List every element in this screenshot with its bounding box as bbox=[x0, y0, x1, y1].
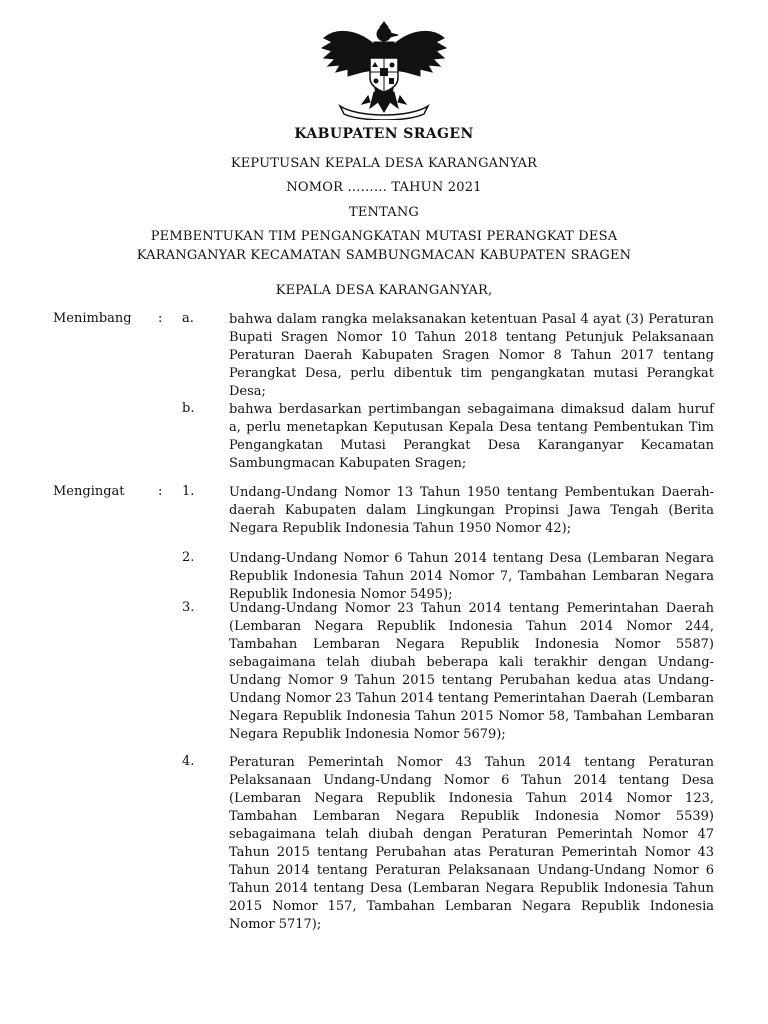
section-colon: : bbox=[158, 484, 163, 499]
item-text: Peraturan Pemerintah Nomor 43 Tahun 2014 tentang Peraturan Pelaksanaan Undang-Undang Nomor 6 Tahun 2014 tentang Desa (Lembaran Negara Republik Indonesia Tahun 2014 Nomor 123, Tambahan Lembaran Negara Republik Indonesia Nomor 5539) sebagaimana telah diubah dengan Peraturan Pemerintah Nomor 47 Tahun 2015 tentang Perubahan atas Peraturan Pemerintah Nomor 43 Tahun 2014 tentang Peraturan Pelaksanaan Undang-Undang Nomor 6 Tahun 2014 tentang Desa (Lembaran Negara Republik Indonesia Tahun 2015 Nomor 157, Tambahan Lembaran Negara Republik Indonesia Nomor 5717); bbox=[229, 755, 714, 932]
subject-line-1: PEMBENTUKAN TIM PENGANGKATAN MUTASI PERANGKAT DESA bbox=[150, 229, 618, 244]
item-marker: a. bbox=[182, 311, 194, 326]
section-label: Menimbang bbox=[53, 311, 132, 326]
regency-title: KABUPATEN SRAGEN bbox=[294, 126, 474, 142]
item-marker: 4. bbox=[182, 754, 195, 769]
head-of-village: KEPALA DESA KARANGANYAR, bbox=[275, 283, 493, 298]
item-marker: 3. bbox=[182, 600, 195, 615]
decree-number: NOMOR ……… TAHUN 2021 bbox=[286, 180, 482, 195]
decree-title: KEPUTUSAN KEPALA DESA KARANGANYAR bbox=[230, 156, 538, 171]
item-text: Undang-Undang Nomor 6 Tahun 2014 tentang Desa (Lembaran Negara Republik Indonesia Tahun 2014 Nomor 7, Tambahan Lembaran Negara Republik Indonesia Nomor 5495); bbox=[229, 551, 714, 602]
subject-line-2: KARANGANYAR KECAMATAN SAMBUNGMACAN KABUPATEN SRAGEN bbox=[136, 248, 632, 263]
about-label: TENTANG bbox=[348, 205, 420, 220]
garuda-emblem-icon bbox=[318, 18, 450, 120]
item-text: bahwa berdasarkan pertimbangan sebagaimana dimaksud dalam huruf a, perlu menetapkan Keputusan Kepala Desa tentang Pembentukan Tim Pengangkatan Mutasi Perangkat Desa Karanganyar Kecamatan Sambungmacan Kabupaten Sragen; bbox=[229, 402, 714, 471]
item-text: bahwa dalam rangka melaksanakan ketentuan Pasal 4 ayat (3) Peraturan Bupati Sragen Nomor 10 Tahun 2018 tentang Petunjuk Pelaksanaan Peraturan Daerah Kabupaten Sragen Nomor 8 Tahun 2017 tentang Perangkat Desa, perlu dibentuk tim pengangkatan mutasi Perangkat Desa; bbox=[229, 312, 714, 399]
section-colon: : bbox=[158, 311, 163, 326]
item-text: Undang-Undang Nomor 13 Tahun 1950 tentang Pembentukan Daerah-daerah Kabupaten dalam Lingkungan Propinsi Jawa Tengah (Berita Negara Republik Indonesia Tahun 1950 Nomor 42); bbox=[229, 485, 714, 536]
item-marker: b. bbox=[182, 401, 195, 416]
section-label: Mengingat bbox=[53, 484, 125, 499]
item-text: Undang-Undang Nomor 23 Tahun 2014 tentang Pemerintahan Daerah (Lembaran Negara Republik Indonesia Tahun 2014 Nomor 244, Tambahan Lembaran Negara Republik Indonesia Nomor 5587) sebagaimana telah diubah beberapa kali terakhir dengan Undang-Undang Nomor 9 Tahun 2015 tentang Perubahan kedua atas Undang-Undang Nomor 23 Tahun 2014 tentang Pemerintahan Daerah (Lembaran Negara Republik Indonesia Tahun 2015 Nomor 58, Tambahan Lembaran Negara Republik Indonesia Nomor 5679); bbox=[229, 601, 714, 742]
item-marker: 2. bbox=[182, 550, 195, 565]
item-marker: 1. bbox=[182, 484, 195, 499]
